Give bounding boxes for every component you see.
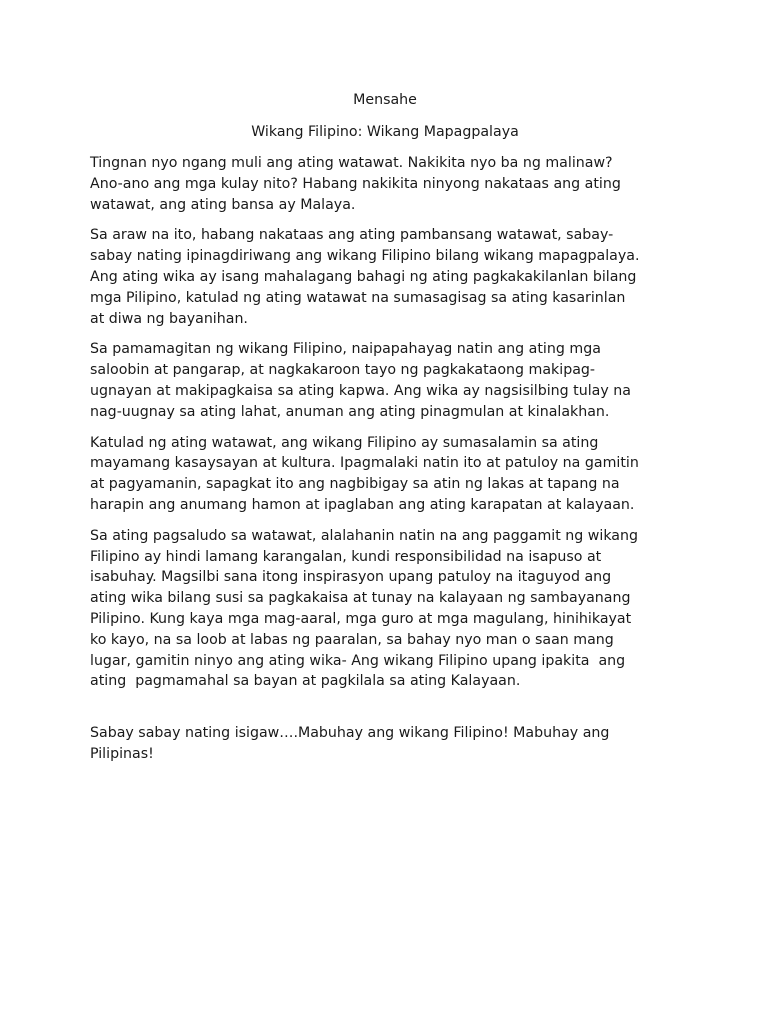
paragraph-3: Sa pamamagitan ng wikang Filipino, naipapahayag natin ang ating mga saloobin at pangarap, at nagkakaroon tayo ng pagkakataong makipag- ugnayan at makipagkaisa sa ating kapwa. Ang wika ay nagsisilbing tulay na nag-uugnay sa ating lahat, anuman ang ating pinagmulan at kinalakhan.	[90, 341, 631, 420]
closing-paragraph: Sabay sabay nating isigaw….Mabuhay ang wikang Filipino! Mabuhay ang Pilipinas!	[90, 725, 610, 762]
paragraph-1: Tingnan nyo ngang muli ang ating watawat. Nakikita nyo ba ng malinaw? Ano-ano ang mga kulay nito? Habang nakikita ninyong nakataas ang ating watawat, ang ating bansa ay Malaya.	[90, 155, 621, 213]
document-subtitle: Wikang Filipino: Wikang Mapagpalaya	[251, 124, 519, 140]
document-title: Mensahe	[353, 92, 417, 108]
paragraph-2: Sa araw na ito, habang nakataas ang ating pambansang watawat, sabay- sabay nating ipinagdiriwang ang wikang Filipino bilang wikang mapagpalaya. Ang ating wika ay isang mahalagang bahagi ng ating pagkakakilanlan bilang mga Pilipino, katulad ng ating watawat na sumasagisag sa ating kasarinlan at diwa ng bayanihan.	[90, 227, 640, 327]
paragraph-5: Sa ating pagsaludo sa watawat, alalahanin natin na ang paggamit ng wikang Filipino ay hindi lamang karangalan, kundi responsibilidad na isapuso at isabuhay. Magsilbi sana itong inspirasyon upang patuloy na itaguyod ang ating wika bilang susi sa pagkakaisa at tunay na kalayaan ng sambayanang Pilipino. Kung kaya mga mag-aaral, mga guro at mga magulang, hinihikayat ko kayo, na sa loob at labas ng paaralan, sa bahay nyo man o saan mang lugar, gamitin ninyo ang ating wika- Ang wikang Filipino upang ipakita ang ating pagmamahal sa bayan at pagkilala sa ating Kalayaan.	[90, 527, 638, 690]
paragraph-4: Katulad ng ating watawat, ang wikang Filipino ay sumasalamin sa ating mayamang kasaysayan at kultura. Ipagmalaki natin ito at patuloy na gamitin at pagyamanin, sapagkat ito ang nagbibigay sa atin ng lakas at tapang na harapin ang anumang hamon at ipaglaban ang ating karapatan at kalayaan.	[90, 434, 639, 513]
document-page	[90, 90, 680, 775]
